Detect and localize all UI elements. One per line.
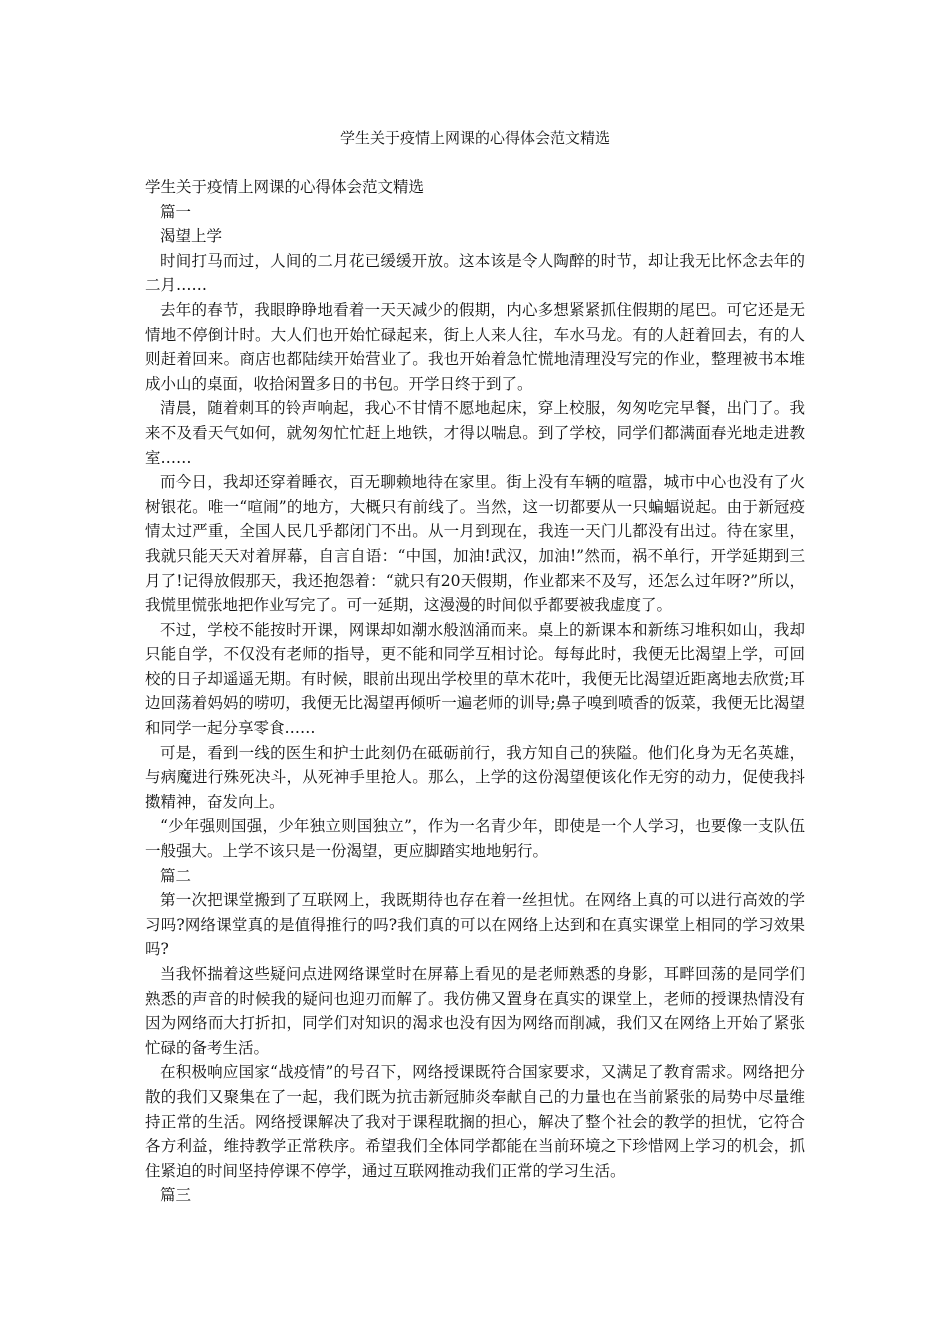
document-paragraph: 时间打马而过，人间的二月花已缓缓开放。这本该是令人陶醉的时节，却让我无比怀念去年的二月…… (145, 251, 805, 295)
document-paragraph: 第一次把课堂搬到了互联网上，我既期待也存在着一丝担忧。在网络上真的可以进行高效的学习吗?网络课堂真的是值得推行的吗?我们真的可以在网络上达到和在真实课堂上相同的学习效果吗? (145, 891, 805, 959)
document-paragraph: 篇一 (160, 202, 192, 221)
document-paragraph: 篇二 (160, 866, 192, 885)
document-paragraph: 不过，学校不能按时开课，网课却如潮水般汹涌而来。桌上的新课本和新练习堆积如山，我却只能自学，不仅没有老师的指导，更不能和同学互相讨论。每每此时，我便无比渴望上学，可回校的日子却遥遥无期。有时候，眼前出现出学校里的草木花叶，我便无比渴望近距离地去欣赏;耳边回荡着妈妈的唠叨，我便无比渴望再倾听一遍老师的训导;鼻子嗅到喷香的饭菜，我便无比渴望和同学一起分享零食…… (145, 620, 805, 738)
document-paragraph: 而今日，我却还穿着睡衣，百无聊赖地待在家里。街上没有车辆的喧嚣，城市中心也没有了火树银花。唯一“喧闹”的地方，大概只有前线了。当然，这一切都要从一只蝙蝠说起。由于新冠疫情太过严重，全国人民几乎都闭门不出。从一月到现在，我连一天门儿都没有出过。待在家里，我就只能天天对着屏幕，自言自语：“中国，加油!武汉，加油!”然而，祸不单行，开学延期到三月了!记得放假那天，我还抱怨着：“就只有20天假期，作业都来不及写，还怎么过年呀?”所以，我慌里慌张地把作业写完了。可一延期，这漫漫的时间似乎都要被我虚度了。 (145, 473, 805, 615)
document-paragraph: 去年的春节，我眼睁睁地看着一天天减少的假期，内心多想紧紧抓住假期的尾巴。可它还是无情地不停倒计时。大人们也开始忙碌起来，街上人来人往，车水马龙。有的人赶着回去，有的人则赶着回来。商店也都陆续开始营业了。我也开始着急忙慌地清理没写完的作业，整理被书本堆成小山的桌面，收拾闲置多日的书包。开学日终于到了。 (145, 300, 805, 393)
document-paragraph: 可是，看到一线的医生和护士此刻仍在砥砺前行，我方知自己的狭隘。他们化身为无名英雄，与病魔进行殊死决斗，从死神手里抢人。那么，上学的这份渴望便该化作无穷的动力，促使我抖擞精神，奋发向上。 (145, 743, 805, 811)
document-body (145, 175, 805, 1208)
document-paragraph: 在积极响应国家“战疫情”的号召下，网络授课既符合国家要求，又满足了教育需求。网络把分散的我们又聚集在了一起，我们既为抗击新冠肺炎奉献自己的力量也在当前紧张的局势中尽量维持正常的生活。网络授课解决了我对于课程耽搁的担心，解决了整个社会的教学的担忧，它符合各方利益，维持教学正常秩序。希望我们全体同学都能在当前环境之下珍惜网上学习的机会，抓住紧迫的时间坚持停课不停学，通过互联网推动我们正常的学习生活。 (145, 1063, 805, 1180)
document-paragraph: 当我怀揣着这些疑问点进网络课堂时在屏幕上看见的是老师熟悉的身影，耳畔回荡的是同学们熟悉的声音的时候我的疑问也迎刃而解了。我仿佛又置身在真实的课堂上，老师的授课热情没有因为网络而大打折扣，同学们对知识的渴求也没有因为网络而削减，我们又在网络上开始了紧张忙碌的备考生活。 (145, 965, 805, 1057)
document-paragraph: 学生关于疫情上网课的心得体会范文精选 (145, 178, 425, 196)
document-paragraph: 篇三 (160, 1186, 192, 1205)
document-paragraph: 清晨，随着刺耳的铃声响起，我心不甘情不愿地起床，穿上校服，匆匆吃完早餐，出门了。我来不及看天气如何，就匆匆忙忙赶上地铁，才得以喘息。到了学校，同学们都满面春光地走进教室…… (145, 399, 805, 467)
document-paragraph: 渴望上学 (160, 227, 223, 246)
document-paragraph: “少年强则国强，少年独立则国独立”，作为一名青少年，即使是一个人学习，也要像一支队伍一般强大。上学不该只是一份渴望，更应脚踏实地地躬行。 (145, 817, 805, 861)
document-title: 学生关于疫情上网课的心得体会范文精选 (339, 129, 610, 147)
